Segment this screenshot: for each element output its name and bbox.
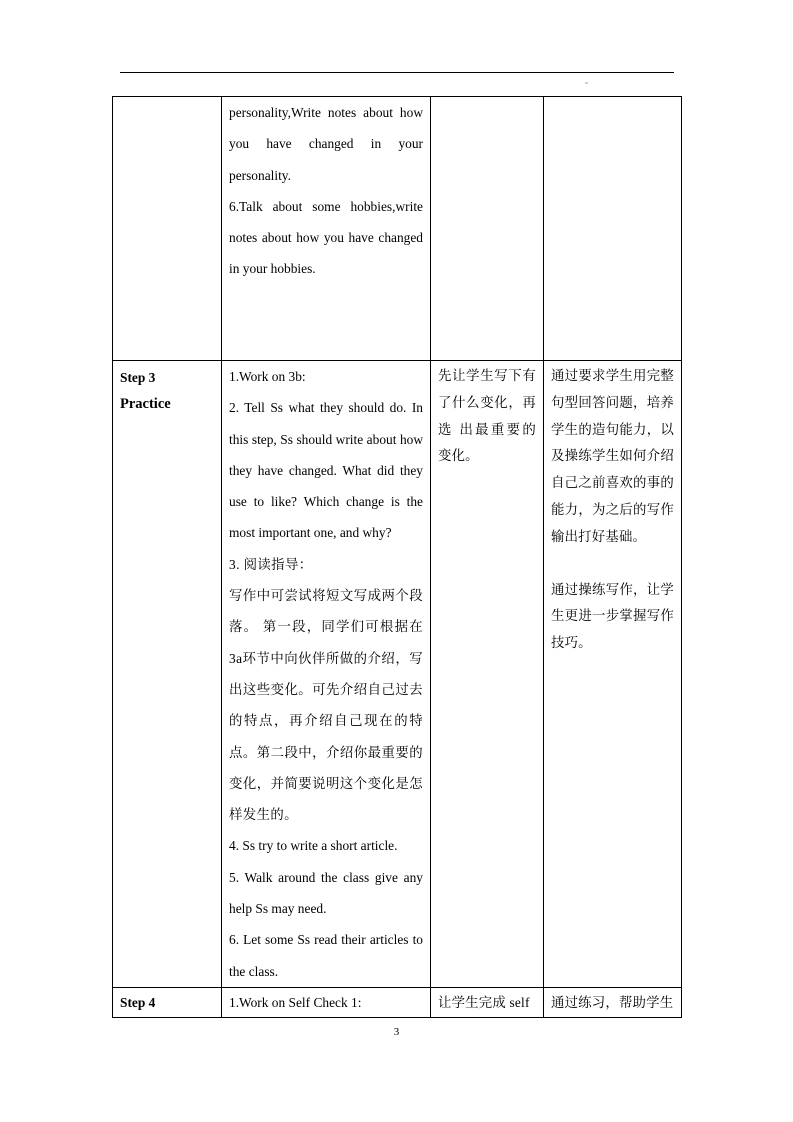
procedure-item: 3. 阅读指导： (229, 556, 313, 572)
lesson-plan-table (112, 96, 682, 1018)
step-cell (113, 987, 222, 1017)
purpose-cell (544, 97, 682, 361)
header-rule (120, 72, 674, 73)
page-number: 3 (393, 1026, 400, 1038)
procedure-item: 6.Talk about some hobbies,write notes about how you have changed in your hobbies. (229, 198, 423, 277)
procedure-cell (222, 97, 431, 361)
purpose-text: 通过要求学生用完整句型回答问题，培养学生的造句能力，以及操练学生如何介绍自己之前喜欢的事的能力，为之后的写作输出打好基础。 (551, 368, 674, 544)
step-label: Step 4 (120, 994, 156, 1010)
procedure-item: 写作中可尝试将短文写成两个段落。 第一段，同学们可根据在3a环节中向伙伴所做的介绍，写出这些变化。可先介绍自己过去的特点，再介绍自己现在的特点。第二段中，介绍你最重要的变化，并简要说明这个变化是怎样发生的。 (229, 588, 423, 823)
purpose-cell (544, 987, 682, 1017)
procedure-item: 2. Tell Ss what they should do. In this step, Ss should write about how they have changed. What did they use to like? Which change is the most important one, and why? (229, 400, 423, 541)
procedure-item: 4. Ss try to write a short article. (229, 838, 398, 854)
step-cell (113, 97, 222, 361)
procedure-cell (222, 987, 431, 1017)
step-label: Step 3 (120, 370, 156, 385)
corner-mark (585, 82, 588, 84)
design-note-cell (431, 987, 544, 1017)
procedure-item: 1.Work on Self Check 1: (229, 994, 362, 1010)
procedure-item: 1.Work on 3b: (229, 369, 306, 384)
purpose-text: 通过练习，帮助学生 (551, 994, 674, 1010)
step-sublabel: Practice (120, 396, 171, 412)
purpose-cell (544, 361, 682, 988)
table-row (113, 97, 682, 361)
design-note-text: 先让学生写下有了什么变化，再选 出最重要的变化。 (438, 368, 536, 464)
design-note-cell (431, 361, 544, 988)
procedure-item: 6. Let some Ss read their articles to the class. (229, 932, 423, 979)
design-note-cell (431, 97, 544, 361)
procedure-item: personality,Write notes about how you have changed in your personality. (229, 105, 423, 183)
table-row (113, 361, 682, 988)
procedure-cell (222, 361, 431, 988)
design-note-text: 让学生完成 self (438, 994, 530, 1010)
procedure-item: 5. Walk around the class give any help Ss may need. (229, 869, 423, 917)
step-cell (113, 361, 222, 988)
table-row (113, 987, 682, 1017)
purpose-text: 通过操练写作，让学生更进一步掌握写作技巧。 (551, 581, 674, 651)
